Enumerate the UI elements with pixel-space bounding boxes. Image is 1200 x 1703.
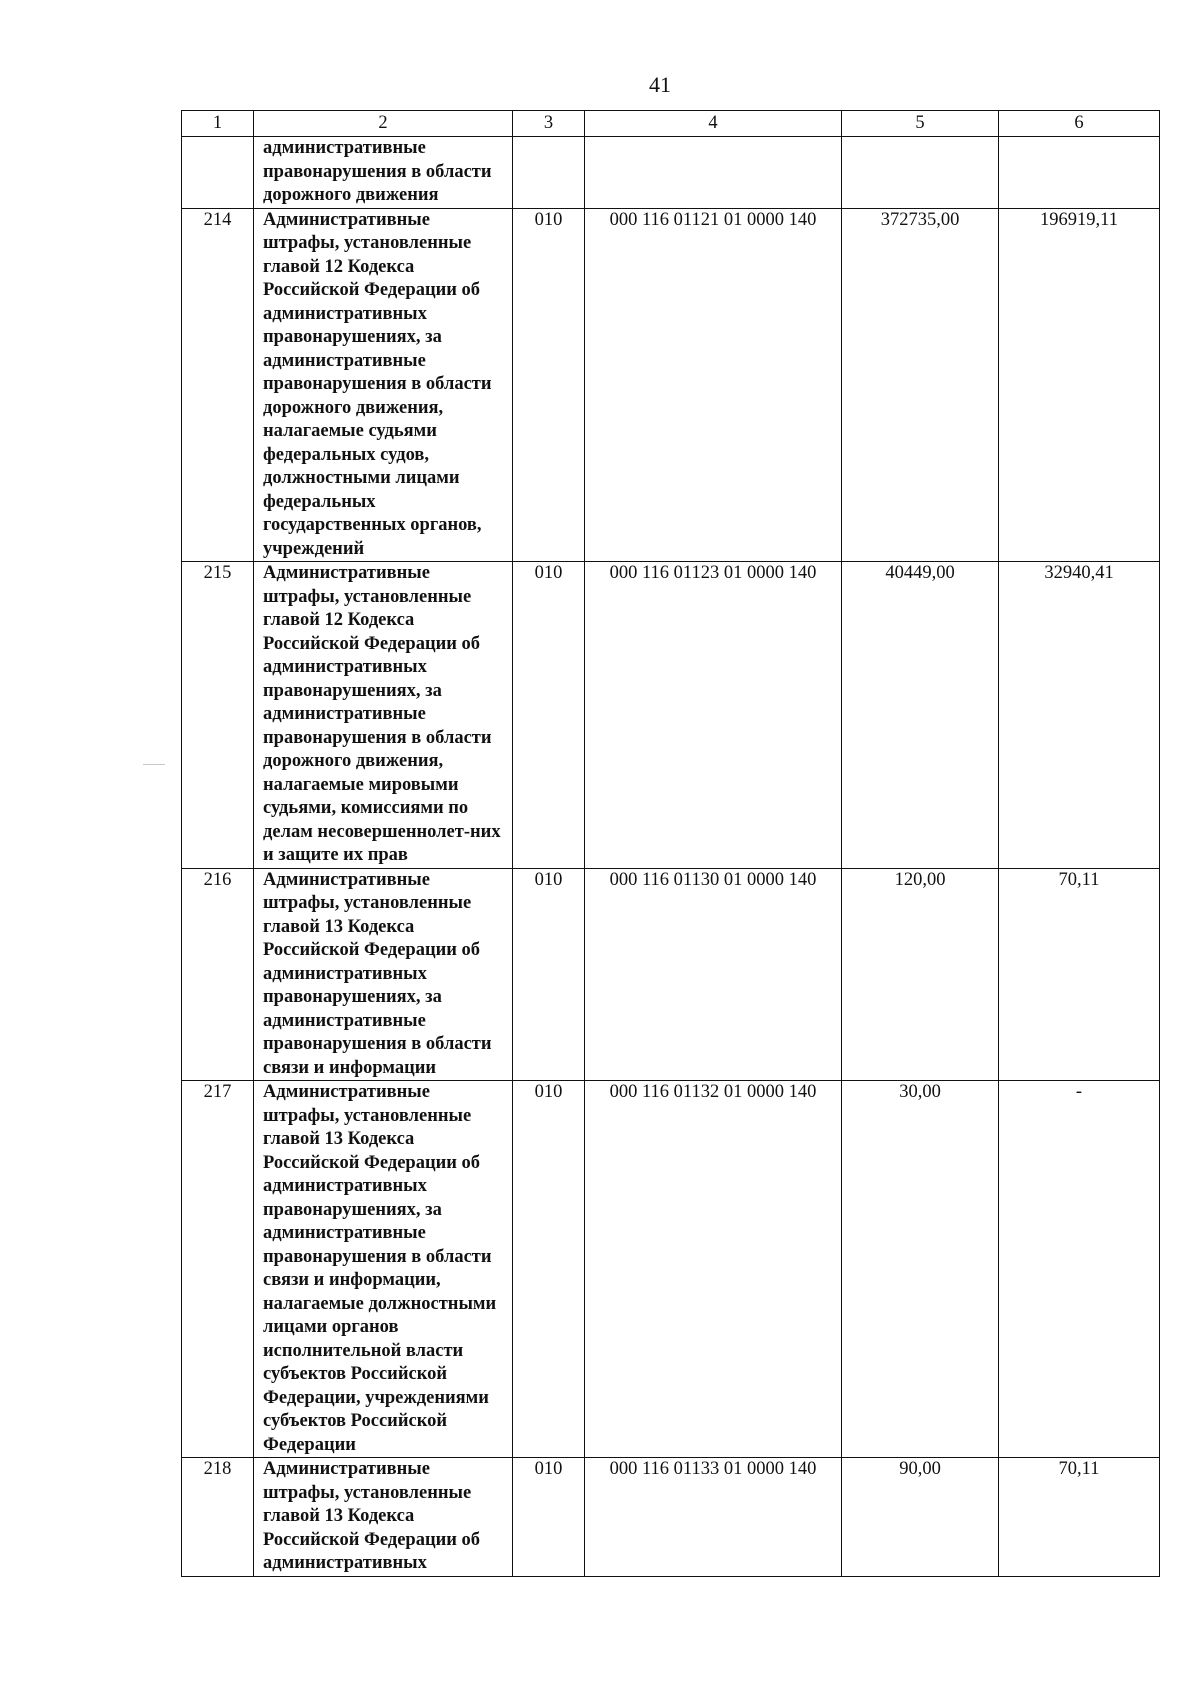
row-value-6: 32940,41	[999, 562, 1160, 869]
row-value-6: -	[999, 1081, 1160, 1458]
row-name: административные правонарушения в области дорожного движения	[254, 137, 513, 209]
row-value-5: 40449,00	[842, 562, 999, 869]
row-value-5	[842, 137, 999, 209]
row-kbk: 000 116 01130 01 0000 140	[585, 868, 842, 1081]
row-kbk: 000 116 01121 01 0000 140	[585, 208, 842, 562]
row-value-5: 372735,00	[842, 208, 999, 562]
row-number: 218	[182, 1458, 254, 1577]
row-kbk: 000 116 01132 01 0000 140	[585, 1081, 842, 1458]
margin-mark	[143, 764, 165, 765]
col-header-4: 4	[585, 111, 842, 137]
col-header-6: 6	[999, 111, 1160, 137]
row-value-6: 70,11	[999, 868, 1160, 1081]
row-code: 010	[513, 562, 585, 869]
row-name: Административные штрафы, установленные главой 12 Кодекса Российской Федерации об административных правонарушениях, за административные правонарушения в области дорожного движения, налагаемые судьями федеральных судов, должностными лицами федеральных государственных органов, учреждений	[254, 208, 513, 562]
table-row	[182, 137, 1160, 209]
page-number: 41	[649, 72, 671, 97]
row-code	[513, 137, 585, 209]
header-row	[182, 111, 1160, 137]
row-code: 010	[513, 1081, 585, 1458]
row-code: 010	[513, 208, 585, 562]
row-number: 215	[182, 562, 254, 869]
row-value-6: 196919,11	[999, 208, 1160, 562]
row-name: Административные штрафы, установленные главой 12 Кодекса Российской Федерации об административных правонарушениях, за административные правонарушения в области дорожного движения, налагаемые мировыми судьями, комиссиями по делам несовершеннолет-них и защите их прав	[254, 562, 513, 869]
row-number: 217	[182, 1081, 254, 1458]
row-value-5: 120,00	[842, 868, 999, 1081]
row-number	[182, 137, 254, 209]
row-code: 010	[513, 868, 585, 1081]
row-number: 216	[182, 868, 254, 1081]
row-name: Административные штрафы, установленные главой 13 Кодекса Российской Федерации об административных	[254, 1458, 513, 1577]
col-header-3: 3	[513, 111, 585, 137]
row-value-5: 30,00	[842, 1081, 999, 1458]
row-value-5: 90,00	[842, 1458, 999, 1577]
table-row	[182, 1081, 1160, 1458]
table-row	[182, 1458, 1160, 1577]
table-row	[182, 562, 1160, 869]
budget-table	[181, 110, 1160, 1577]
table-row	[182, 208, 1160, 562]
row-value-6	[999, 137, 1160, 209]
col-header-2: 2	[254, 111, 513, 137]
row-number: 214	[182, 208, 254, 562]
row-name: Административные штрафы, установленные главой 13 Кодекса Российской Федерации об административных правонарушениях, за административные правонарушения в области связи и информации	[254, 868, 513, 1081]
row-code: 010	[513, 1458, 585, 1577]
col-header-5: 5	[842, 111, 999, 137]
row-value-6: 70,11	[999, 1458, 1160, 1577]
row-kbk	[585, 137, 842, 209]
row-kbk: 000 116 01133 01 0000 140	[585, 1458, 842, 1577]
row-name: Административные штрафы, установленные главой 13 Кодекса Российской Федерации об административных правонарушениях, за административные правонарушения в области связи и информации, налагаемые должностными лицами органов исполнительной власти субъектов Российской Федерации, учреждениями субъектов Российской Федерации	[254, 1081, 513, 1458]
table-row	[182, 868, 1160, 1081]
col-header-1: 1	[182, 111, 254, 137]
row-kbk: 000 116 01123 01 0000 140	[585, 562, 842, 869]
